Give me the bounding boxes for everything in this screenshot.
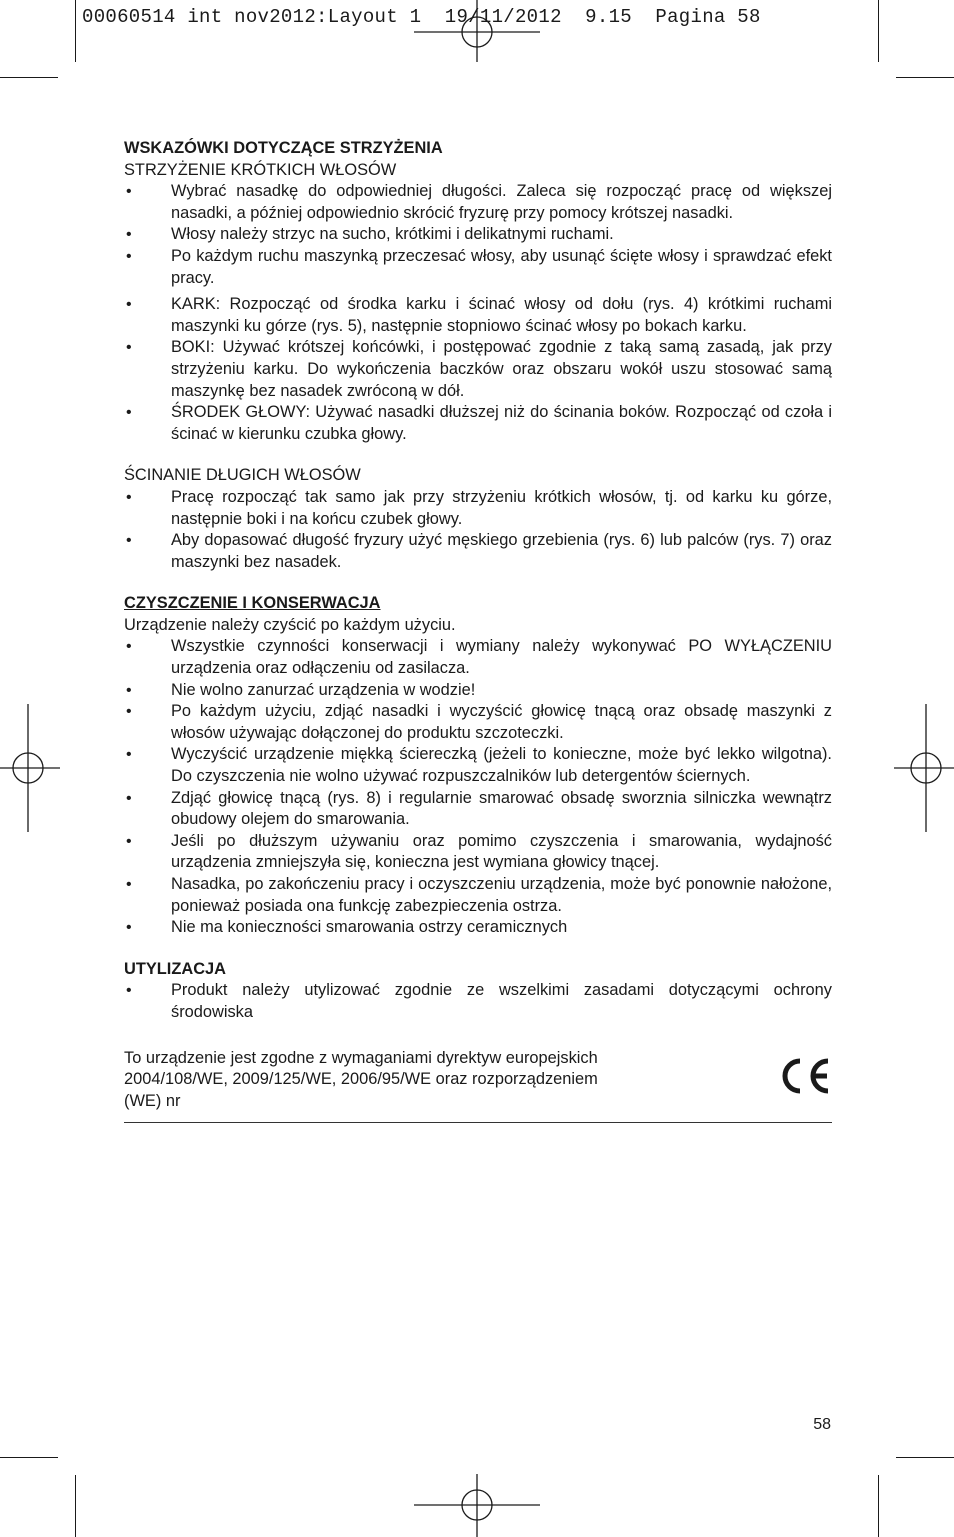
disposal-list <box>124 980 832 1023</box>
list-item: • BOKI: Używać krótszej końcówki, i postępować zgodnie z taką samą zasadą, jak przy strzyżeniu karku. Do wykończenia baczków oraz obszaru wokół uszu stosować samą maszynkę bez nasadek zwróconą w dół. <box>124 337 832 402</box>
section-title-cleaning: CZYSZCZENIE I KONSERWACJA <box>124 594 381 613</box>
crop-mark-top-right-horizontal <box>896 77 954 78</box>
registration-mark-left-icon <box>0 704 60 832</box>
list-item: • Włosy należy strzyc na sucho, krótkimi i delikatnymi ruchami. <box>124 224 832 246</box>
short-hair-general-list <box>124 181 832 289</box>
list-item: • Zdjąć głowicę tnącą (rys. 8) i regularnie smarować obsadę sworznia silniczka wewnątrz obudowy olejem do smarowania. <box>124 788 832 831</box>
list-item: • Wybrać nasadkę do odpowiedniej długości. Zaleca się rozpocząć pracę od większej nasadki, a później odpowiednio skrócić fryzurę przy pomocy krótszej nasadki. <box>124 181 832 224</box>
cleaning-list <box>124 636 832 938</box>
list-item: • Nie wolno zanurzać urządzenia w wodzie! <box>124 680 832 702</box>
registration-mark-top-icon <box>414 0 540 64</box>
crop-mark-top-left-vertical <box>75 0 76 62</box>
print-slug: 00060514 int nov2012:Layout 1 19/11/2012 9.15 Pagina 58 <box>82 6 761 28</box>
list-item: • Aby dopasować długość fryzury użyć męskiego grzebienia (rys. 6) lub palców (rys. 7) oraz maszynki bez nasadek. <box>124 530 832 573</box>
compliance-block <box>124 1048 832 1113</box>
list-item: • Jeśli po dłuższym używaniu oraz pomimo czyszczenia i smarowania, wydajność urządzenia zmniejszyła się, konieczna jest wymiana głowicy tnącej. <box>124 831 832 874</box>
crop-mark-top-right-vertical <box>878 0 879 62</box>
crop-mark-bottom-right-vertical <box>878 1475 879 1537</box>
list-item: • Po każdym ruchu maszynką przeczesać włosy, aby usunąć ścięte włosy i sprawdzać efekt pracy. <box>124 246 832 289</box>
registration-mark-right-icon <box>894 704 954 832</box>
section-title-hair-cutting-tips: WSKAZÓWKI DOTYCZĄCE STRZYŻENIA <box>124 139 443 157</box>
list-item: • Pracę rozpocząć tak samo jak przy strzyżeniu krótkich włosów, tj. od karku ku górze, następnie boki i na końcu czubek głowy. <box>124 487 832 530</box>
ce-mark-icon <box>778 1056 832 1096</box>
list-item: • Produkt należy utylizować zgodnie ze wszelkimi zasadami dotyczącymi ochrony środowiska <box>124 980 832 1023</box>
cleaning-intro: Urządzenie należy czyścić po każdym użyciu. <box>124 615 456 634</box>
compliance-line: 2004/108/WE, 2009/125/WE, 2006/95/WE oraz rozporządzeniem <box>124 1070 598 1089</box>
list-item: • KARK: Rozpocząć od środka karku i ścinać włosy od dołu (rys. 4) krótkimi ruchami maszynki ku górze (rys. 5), następnie stopniowo ścinać włosy po bokach karku. <box>124 294 832 337</box>
long-hair-list <box>124 487 832 573</box>
page-number: 58 <box>813 1416 831 1433</box>
list-item: • Wyczyścić urządzenie miękką ściereczką (jeżeli to konieczne, może być lekko wilgotna). Do czyszczenia nie wolno używać rozpuszczalników lub detergentów ściernych. <box>124 744 832 787</box>
short-hair-zones-list <box>124 294 832 445</box>
list-item: • Wszystkie czynności konserwacji i wymiany należy wykonywać PO WYŁĄCZENIU urządzenia oraz odłączeniu od zasilacza. <box>124 636 832 679</box>
list-item: • ŚRODEK GŁOWY: Używać nasadki dłuższej niż do ścinania boków. Rozpocząć od czoła i ścinać w kierunku czubka głowy. <box>124 402 832 445</box>
compliance-line: To urządzenie jest zgodne z wymaganiami dyrektyw europejskich <box>124 1048 598 1067</box>
compliance-line: (WE) nr <box>124 1091 181 1110</box>
list-item: • Nasadka, po zakończeniu pracy i oczyszczeniu urządzenia, może być ponownie nałożone, ponieważ posiada ona funkcję zabezpieczenia ostrza. <box>124 874 832 917</box>
crop-mark-top-left-horizontal <box>0 77 58 78</box>
section-title-disposal: UTYLIZACJA <box>124 959 226 978</box>
subtitle-long-hair: ŚCINANIE DŁUGICH WŁOSÓW <box>124 466 361 485</box>
list-item: • Po każdym użyciu, zdjąć nasadki i wyczyścić głowicę tnącą oraz obsadę maszynki z włosów używając dołączonej do produktu szczoteczki. <box>124 701 832 744</box>
crop-mark-bottom-left-horizontal <box>0 1457 58 1458</box>
crop-mark-bottom-left-vertical <box>75 1475 76 1537</box>
crop-mark-bottom-right-horizontal <box>896 1457 954 1458</box>
registration-mark-bottom-icon <box>414 1472 540 1537</box>
page-content <box>124 138 832 1123</box>
bottom-rule <box>124 1122 832 1123</box>
list-item: • Nie ma konieczności smarowania ostrzy ceramicznych <box>124 917 832 939</box>
compliance-text <box>124 1048 684 1113</box>
subtitle-short-hair: STRZYŻENIE KRÓTKICH WŁOSÓW <box>124 160 397 179</box>
